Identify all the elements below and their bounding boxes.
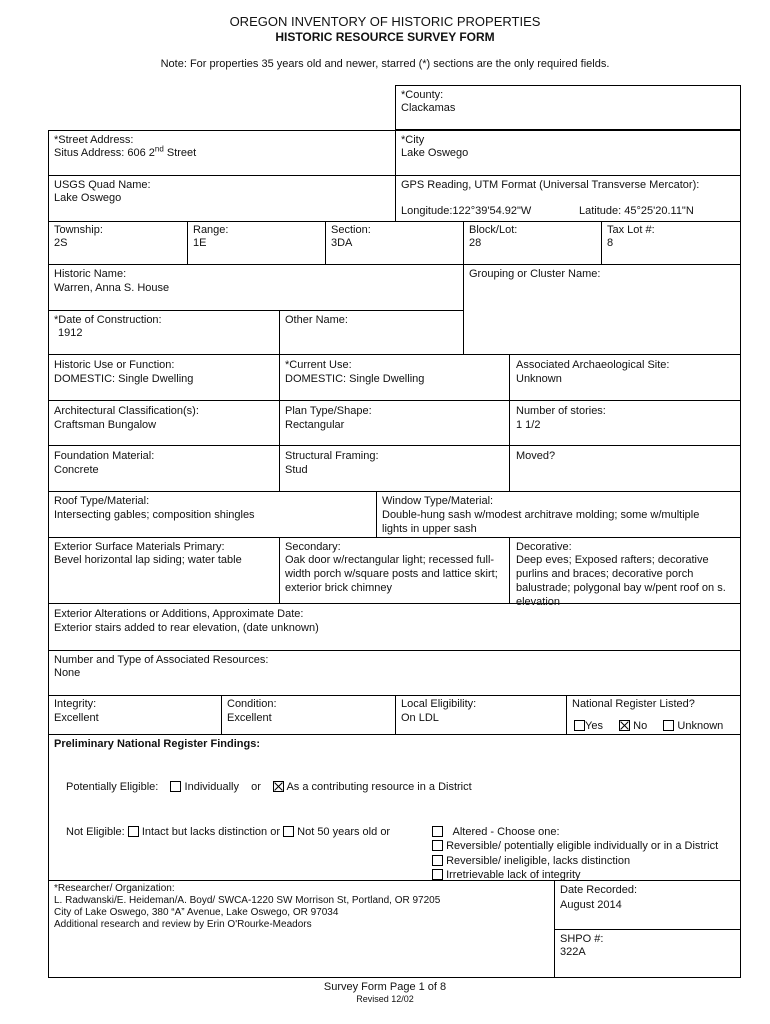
shpo-label: SHPO #:: [560, 933, 604, 945]
alterations-label: Exterior Alterations or Additions, Approximate Date:: [54, 608, 304, 620]
not-eligible-label: Not Eligible:: [66, 826, 125, 838]
not-eligible-row: [66, 825, 390, 839]
date-recorded-value[interactable]: August 2014: [560, 899, 622, 911]
roof-value[interactable]: Intersecting gables; composition shingles: [54, 509, 255, 521]
stories-value[interactable]: 1 1/2: [516, 419, 541, 431]
irretrievable-label: Irretrievable lack of integrity: [446, 869, 581, 881]
or-text: or: [270, 826, 281, 838]
form-subtitle: HISTORIC RESOURCE SURVEY FORM: [275, 30, 495, 44]
historic-name-value[interactable]: Warren, Anna S. House: [54, 282, 170, 294]
contributing-label: As a contributing resource in a District: [286, 781, 472, 793]
historic-use-label: Historic Use or Function:: [54, 359, 175, 371]
irretrievable-checkbox[interactable]: [432, 869, 443, 880]
date-construction-value[interactable]: 1912: [58, 327, 83, 339]
section-label: Section:: [331, 224, 371, 236]
township-value[interactable]: 2S: [54, 237, 68, 249]
assoc-resources-value[interactable]: None: [54, 667, 81, 679]
township-label: Township:: [54, 224, 103, 236]
arch-class-value[interactable]: Craftsman Bungalow: [54, 419, 157, 431]
roof-label: Roof Type/Material:: [54, 495, 150, 507]
page-number: Survey Form Page 1 of 8: [323, 981, 447, 993]
researcher-line-3[interactable]: Additional research and review by Erin O'Rourke-Meadors: [54, 919, 312, 930]
or-text: or: [380, 826, 391, 838]
condition-label: Condition:: [227, 698, 277, 710]
researcher-line-2[interactable]: City of Lake Oswego, 380 “A” Avenue, Lake Oswego, OR 97034: [54, 907, 339, 918]
gps-label: GPS Reading, UTM Format (Universal Transverse Mercator):: [401, 179, 700, 191]
nr-unknown-label: Unknown: [677, 720, 724, 732]
block-lot-value[interactable]: 28: [469, 237, 482, 249]
gps-latitude[interactable]: Latitude: 45°25'20.11"N: [579, 205, 694, 217]
findings-title: Preliminary National Register Findings:: [54, 738, 260, 750]
nr-yes-label: Yes: [585, 720, 603, 732]
reversible-ineligible-checkbox[interactable]: [432, 855, 443, 866]
nr-listed-label: National Register Listed?: [572, 698, 695, 710]
altered-checkbox[interactable]: [432, 826, 443, 837]
usgs-quad-label: USGS Quad Name:: [54, 179, 151, 191]
local-eligibility-value[interactable]: On LDL: [401, 712, 439, 724]
form-title: OREGON INVENTORY OF HISTORIC PROPERTIES: [229, 14, 541, 29]
ext-secondary-label: Secondary:: [285, 541, 341, 553]
nr-no-checkbox[interactable]: [619, 720, 630, 731]
alterations-value[interactable]: Exterior stairs added to rear elevation, (date unknown): [54, 622, 319, 634]
grouping-label: Grouping or Cluster Name:: [469, 268, 601, 280]
contributing-checkbox[interactable]: [273, 781, 284, 792]
irretrievable-row: [432, 868, 581, 882]
required-fields-note: Note: For properties 35 years old and newer, starred (*) sections are the only required fields.: [160, 58, 610, 70]
ext-decorative-value[interactable]: Deep eves; Exposed rafters; decorative purlins and braces; decorative porch balustrade; polygonal bay w/pent roof on s. elevation: [516, 554, 726, 608]
reversible-potential-label: Reversible/ potentially eligible individually or in a District: [446, 840, 719, 852]
nr-no-label: No: [633, 720, 648, 732]
not-50-checkbox[interactable]: [283, 826, 294, 837]
other-name-label: Other Name:: [285, 314, 348, 326]
street-address-value[interactable]: Situs Address: 606 2nd Street: [54, 144, 197, 159]
current-use-label: *Current Use:: [285, 359, 352, 371]
plan-type-label: Plan Type/Shape:: [285, 405, 372, 417]
condition-value[interactable]: Excellent: [227, 712, 272, 724]
potentially-eligible-row: [66, 780, 472, 794]
foundation-value[interactable]: Concrete: [54, 464, 99, 476]
tax-lot-value[interactable]: 8: [607, 237, 614, 249]
nr-listed-options: [574, 719, 723, 733]
section-value[interactable]: 3DA: [331, 237, 353, 249]
street-address-label: *Street Address:: [54, 134, 134, 146]
nr-yes-checkbox[interactable]: [574, 720, 585, 731]
ext-secondary-value[interactable]: Oak door w/rectangular light; recessed full-width porch w/square posts and lattice skirt; exterior brick chimney: [285, 554, 498, 594]
county-value[interactable]: Clackamas: [401, 102, 456, 114]
altered-label: Altered - Choose one:: [452, 826, 560, 838]
potentially-eligible-label: Potentially Eligible:: [66, 781, 159, 793]
city-label: *City: [401, 134, 425, 146]
current-use-value[interactable]: DOMESTIC: Single Dwelling: [285, 373, 425, 385]
tax-lot-label: Tax Lot #:: [607, 224, 655, 236]
altered-row: [432, 825, 560, 839]
individually-checkbox[interactable]: [170, 781, 181, 792]
framing-label: Structural Framing:: [285, 450, 379, 462]
framing-value[interactable]: Stud: [285, 464, 308, 476]
date-recorded-label: Date Recorded:: [560, 884, 638, 896]
window-value[interactable]: Double-hung sash w/modest architrave molding; some w/multiple lights in upper sash: [382, 509, 700, 535]
integrity-value[interactable]: Excellent: [54, 712, 99, 724]
revision-note: Revised 12/02: [356, 994, 414, 1004]
city-value[interactable]: Lake Oswego: [401, 147, 469, 159]
reversible-potential-checkbox[interactable]: [432, 840, 443, 851]
intact-label: Intact but lacks distinction: [141, 826, 268, 838]
intact-checkbox[interactable]: [128, 826, 139, 837]
block-lot-label: Block/Lot:: [469, 224, 518, 236]
shpo-value[interactable]: 322A: [560, 946, 586, 958]
historic-name-label: Historic Name:: [54, 268, 127, 280]
archaeological-label: Associated Archaeological Site:: [516, 359, 670, 371]
county-label: *County:: [401, 89, 444, 101]
gps-longitude[interactable]: Longitude:122°39'54.92"W: [401, 205, 532, 217]
researcher-label: *Researcher/ Organization:: [54, 883, 175, 894]
reversible-ineligible-label: Reversible/ ineligible, lacks distinction: [446, 855, 631, 867]
researcher-line-1[interactable]: L. Radwanski/E. Heideman/A. Boyd/ SWCA-1220 SW Morrison St, Portland, OR 97205: [54, 895, 441, 906]
range-label: Range:: [193, 224, 229, 236]
ext-primary-label: Exterior Surface Materials Primary:: [54, 541, 225, 553]
nr-unknown-checkbox[interactable]: [663, 720, 674, 731]
window-label: Window Type/Material:: [382, 495, 494, 507]
historic-use-value[interactable]: DOMESTIC: Single Dwelling: [54, 373, 194, 385]
archaeological-value[interactable]: Unknown: [516, 373, 562, 385]
usgs-quad-value[interactable]: Lake Oswego: [54, 192, 122, 204]
date-construction-label: *Date of Construction:: [54, 314, 162, 326]
reversible-potential-row: [432, 839, 718, 853]
ext-decorative-label: Decorative:: [516, 541, 572, 553]
moved-label: Moved?: [516, 450, 556, 462]
integrity-label: Integrity:: [54, 698, 97, 710]
arch-class-label: Architectural Classification(s):: [54, 405, 199, 417]
range-value[interactable]: 1E: [193, 237, 207, 249]
foundation-label: Foundation Material:: [54, 450, 155, 462]
not-50-label: Not 50 years old: [297, 826, 378, 838]
local-eligibility-label: Local Eligibility:: [401, 698, 477, 710]
assoc-resources-label: Number and Type of Associated Resources:: [54, 654, 269, 666]
stories-label: Number of stories:: [516, 405, 606, 417]
plan-type-value[interactable]: Rectangular: [285, 419, 345, 431]
individually-label: Individually: [184, 781, 239, 793]
or-text: or: [251, 781, 261, 793]
ext-primary-value[interactable]: Bevel horizontal lap siding; water table: [54, 554, 242, 566]
reversible-ineligible-row: [432, 854, 630, 868]
